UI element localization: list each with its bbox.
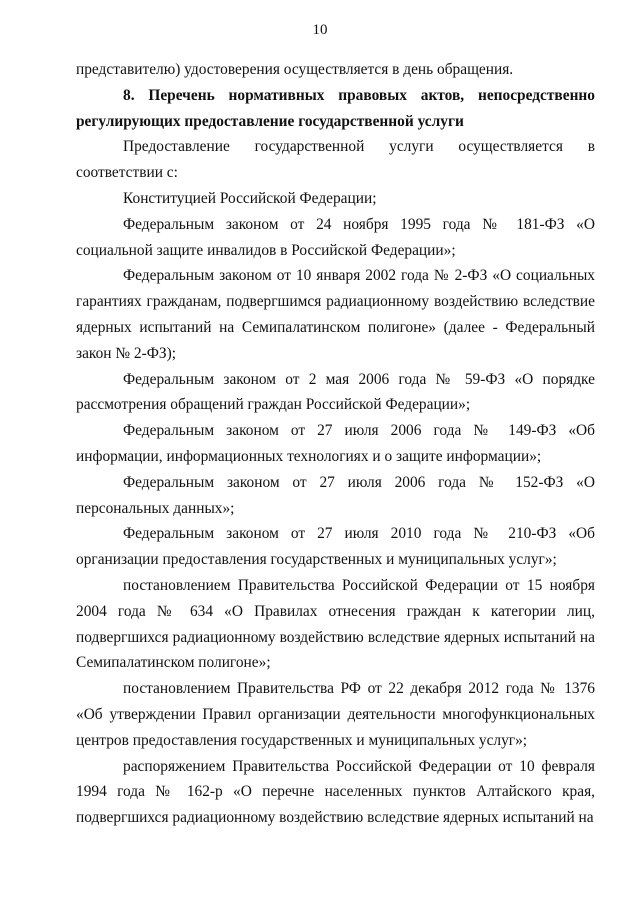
list-item-law-210: Федеральным законом от 27 июля 2010 года № 210-ФЗ «Об организации предоставления государственных и муниципальных услуг»;	[76, 525, 595, 569]
paragraph-intro: Предоставление государственной услуги осуществляется в соответствии с:	[76, 138, 595, 182]
list-item-law-149: Федеральным законом от 27 июля 2006 года № 149-ФЗ «Об информации, информационных технологиях и о защите информации»;	[76, 422, 595, 465]
document-body	[76, 57, 595, 831]
list-item-law-181: Федеральным законом от 24 ноября 1995 года № 181-ФЗ «О социальной защите инвалидов в Российской Федерации»;	[76, 215, 595, 259]
paragraph-continuation: представителю) удостоверения осуществляется в день обращения.	[76, 61, 514, 78]
list-item-resolution-1376: постановлением Правительства РФ от 22 декабря 2012 года № 1376 «Об утверждении Правил организации деятельности многофункциональных центров предоставления государственных и муниципальных услуг»;	[76, 680, 595, 749]
list-item-constitution: Конституцией Российской Федерации;	[123, 189, 377, 207]
section-heading: 8. Перечень нормативных правовых актов, непосредственно регулирующих предоставление государственной услуги	[76, 86, 595, 130]
list-item-resolution-634: постановлением Правительства Российской Федерации от 15 ноября 2004 года № 634 «О Правилах отнесения граждан к категории лиц, подвергшихся радиационному воздействию вследствие ядерных испытаний на Семипалатинском полигоне»;	[76, 576, 595, 672]
list-item-order-162r: распоряжением Правительства Российской Федерации от 10 февраля 1994 года № 162-р «О перечне населенных пунктов Алтайского края, подвергшихся радиационному воздействию вследствие ядерных испытаний на	[76, 757, 595, 827]
list-item-law-59: Федеральным законом от 2 мая 2006 года № 59-ФЗ «О порядке рассмотрения обращений граждан Российской Федерации»;	[76, 370, 595, 414]
list-item-law-2: Федеральным законом от 10 января 2002 года № 2-ФЗ «О социальных гарантиях гражданам, подвергшимся радиационному воздействию вследствие ядерных испытаний на Семипалатинском полигоне» (далее - Федеральный закон № 2-ФЗ);	[76, 267, 595, 362]
list-item-law-152: Федеральным законом от 27 июля 2006 года № 152-ФЗ «О персональных данных»;	[76, 473, 595, 517]
page-number: 10	[312, 22, 328, 38]
